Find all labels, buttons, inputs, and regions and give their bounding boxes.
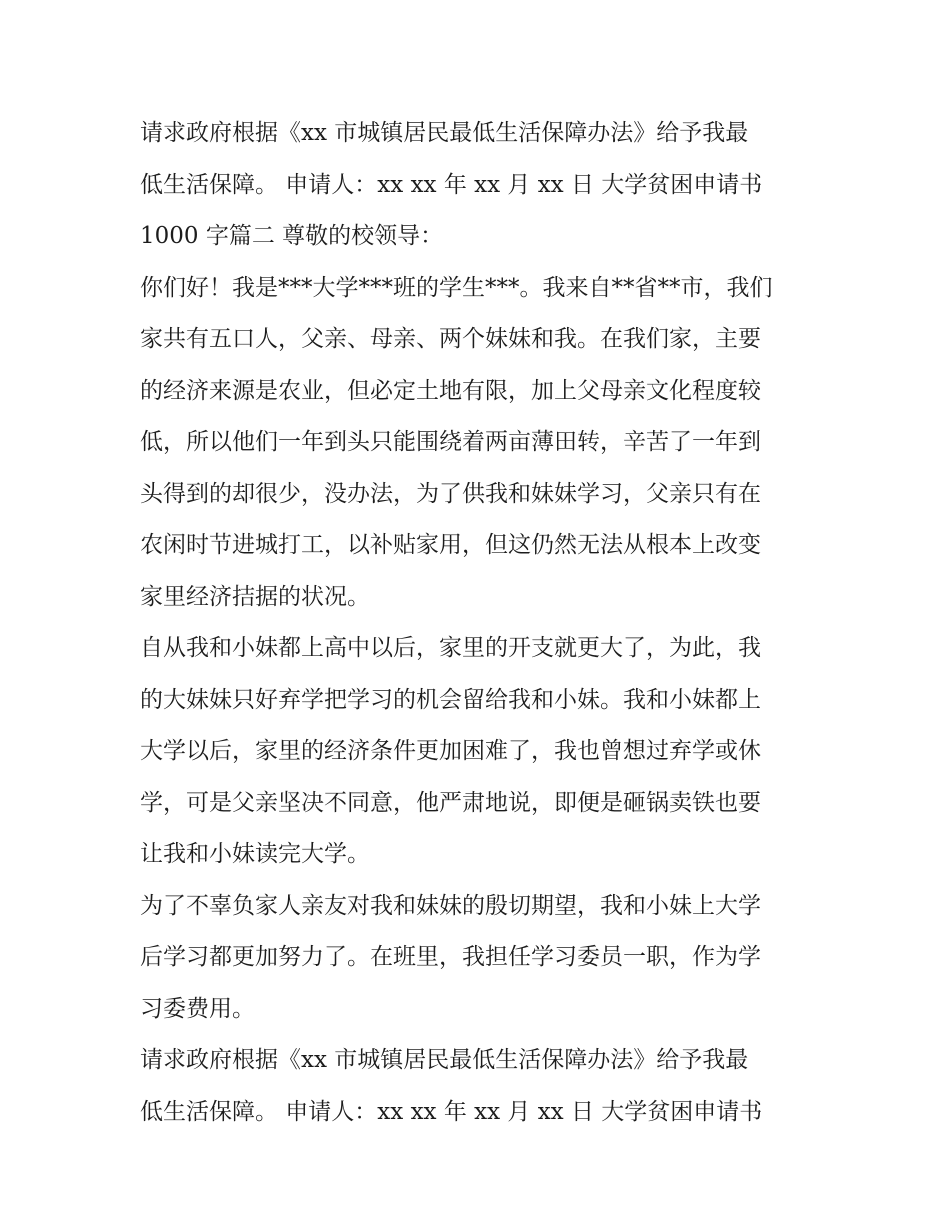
text-line: 后学习都更加努力了。在班里，我担任学习委员一职，作为学	[140, 944, 761, 970]
text-line: 大学以后，家里的经济条件更加困难了，我也曾想过弃学或休	[140, 738, 761, 764]
text-line: 的大妹妹只好弃学把学习的机会留给我和小妹。我和小妹都上	[140, 686, 761, 713]
text-line: 请求政府根据《xx 市城镇居民最低生活保障办法》给予我最	[140, 1047, 749, 1073]
text-line: 家里经济拮据的状况。	[140, 583, 370, 610]
text-line: 让我和小妹读完大学。	[140, 841, 370, 867]
text-line: 农闲时节进城打工，以补贴家用，但这仍然无法从根本上改变	[140, 532, 761, 558]
text-line: 低生活保障。 申请人：xx xx 年 xx 月 xx 日 大学贫困申请书	[140, 1098, 763, 1125]
text-line: 习委费用。	[140, 995, 255, 1022]
text-line: 1000 字篇二 尊敬的校领导：	[140, 223, 444, 249]
text-line: 你们好！我是***大学***班的学生***。我来自**省**市，我们	[140, 274, 773, 301]
text-line: 低，所以他们一年到头只能围绕着两亩薄田转，辛苦了一年到	[140, 429, 761, 455]
text-line: 低生活保障。 申请人：xx xx 年 xx 月 xx 日 大学贫困申请书	[140, 171, 763, 198]
text-line: 学，可是父亲坚决不同意，他严肃地说，即便是砸锅卖铁也要	[140, 789, 761, 816]
text-line: 头得到的却很少，没办法，为了供我和妹妹学习，父亲只有在	[140, 480, 761, 507]
text-line: 的经济来源是农业，但必定土地有限，加上父母亲文化程度较	[140, 377, 761, 404]
text-line: 自从我和小妹都上高中以后，家里的开支就更大了，为此，我	[140, 635, 761, 661]
text-line: 为了不辜负家人亲友对我和妹妹的殷切期望，我和小妹上大学	[140, 892, 761, 919]
text-line: 家共有五口人，父亲、母亲、两个妹妹和我。在我们家，主要	[140, 326, 761, 352]
text-line: 请求政府根据《xx 市城镇居民最低生活保障办法》给予我最	[140, 120, 749, 146]
document-body	[140, 108, 820, 1138]
